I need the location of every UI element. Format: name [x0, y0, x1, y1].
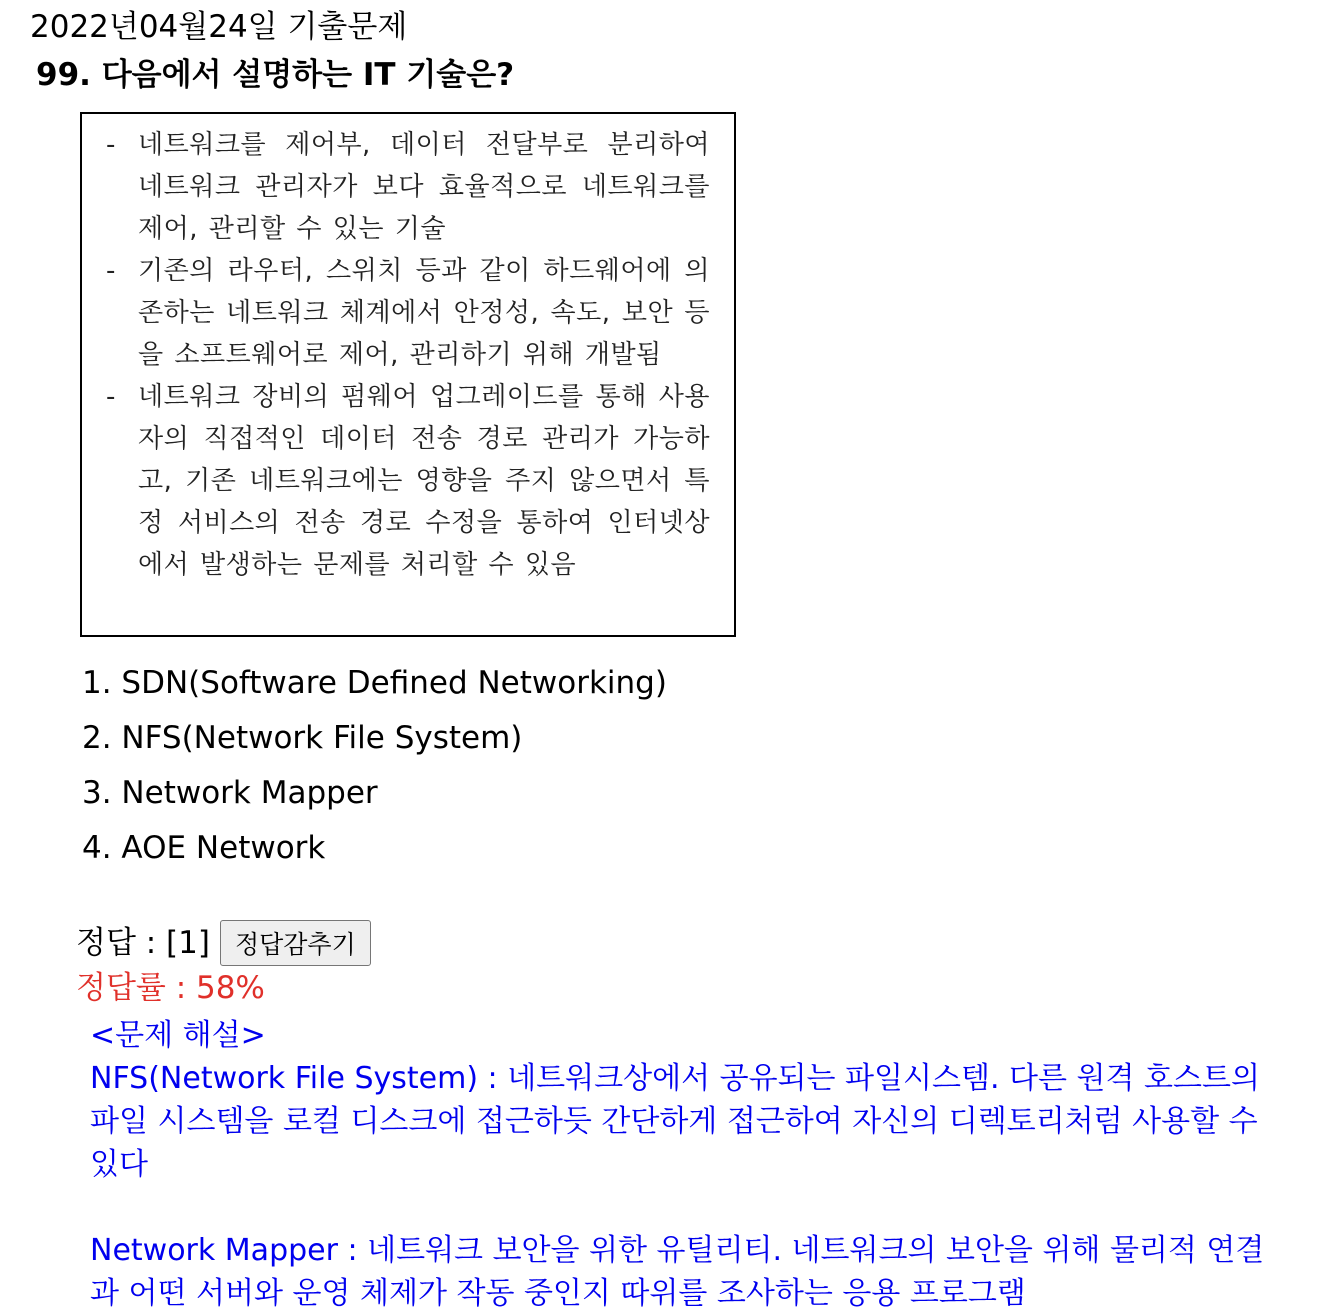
explanation-heading: <문제 해설> [90, 1018, 266, 1053]
passage-item [106, 124, 710, 250]
choice-1[interactable]: 1. SDN(Software Defined Networking) [82, 665, 667, 701]
explanation [90, 1014, 1290, 1315]
exam-title: 2022년04월24일 기출문제 [30, 9, 408, 45]
passage-item-text: 네트워크를 제어부, 데이터 전달부로 분리하여 네트워크 관리자가 보다 효율적으로 네트워크를 제어, 관리할 수 있는 기술 [138, 130, 710, 244]
answer-label: 정답 : [1] [76, 925, 210, 961]
bullet-dash: - [106, 256, 116, 286]
passage-item [106, 376, 710, 586]
hide-answer-button[interactable]: 정답감추기 [220, 920, 371, 966]
choice-list [82, 660, 667, 880]
passage-item [106, 250, 710, 376]
passage-item-text: 기존의 라우터, 스위치 등과 같이 하드웨어에 의존하는 네트워크 체계에서 안정성, 속도, 보안 등을 소프트웨어로 제어, 관리하기 위해 개발됨 [138, 256, 710, 370]
explanation-nfs: NFS(Network File System) : 네트워크상에서 공유되는 파일시스템. 다른 원격 호스트의 파일 시스템을 로컬 디스크에 접근하듯 간단하게 접근하여 자신의 디렉토리처럼 사용할 수 있다 [90, 1061, 1260, 1182]
explanation-nmap: Network Mapper : 네트워크 보안을 위한 유틸리티. 네트워크의 보안을 위해 물리적 연결과 어떤 서버와 운영 체제가 작동 중인지 따위를 조사하는 응용 프로그램 [90, 1233, 1265, 1311]
passage-item-text: 네트워크 장비의 펌웨어 업그레이드를 통해 사용자의 직접적인 데이터 전송 경로 관리가 가능하고, 기존 네트워크에는 영향을 주지 않으면서 특정 서비스의 전송 경로 수정을 통하여 인터넷상에서 발생하는 문제를 처리할 수 있음 [138, 382, 710, 580]
correct-rate: 정답률 : 58% [76, 970, 265, 1006]
passage-box [80, 112, 736, 637]
choice-4[interactable]: 4. AOE Network [82, 830, 326, 866]
choice-2[interactable]: 2. NFS(Network File System) [82, 720, 523, 756]
choice-3[interactable]: 3. Network Mapper [82, 775, 378, 811]
bullet-dash: - [106, 130, 116, 160]
answer-row [76, 920, 371, 966]
question-title: 99. 다음에서 설명하는 IT 기술은? [36, 57, 515, 93]
bullet-dash: - [106, 382, 116, 412]
explanation-spacer [90, 1186, 1290, 1229]
